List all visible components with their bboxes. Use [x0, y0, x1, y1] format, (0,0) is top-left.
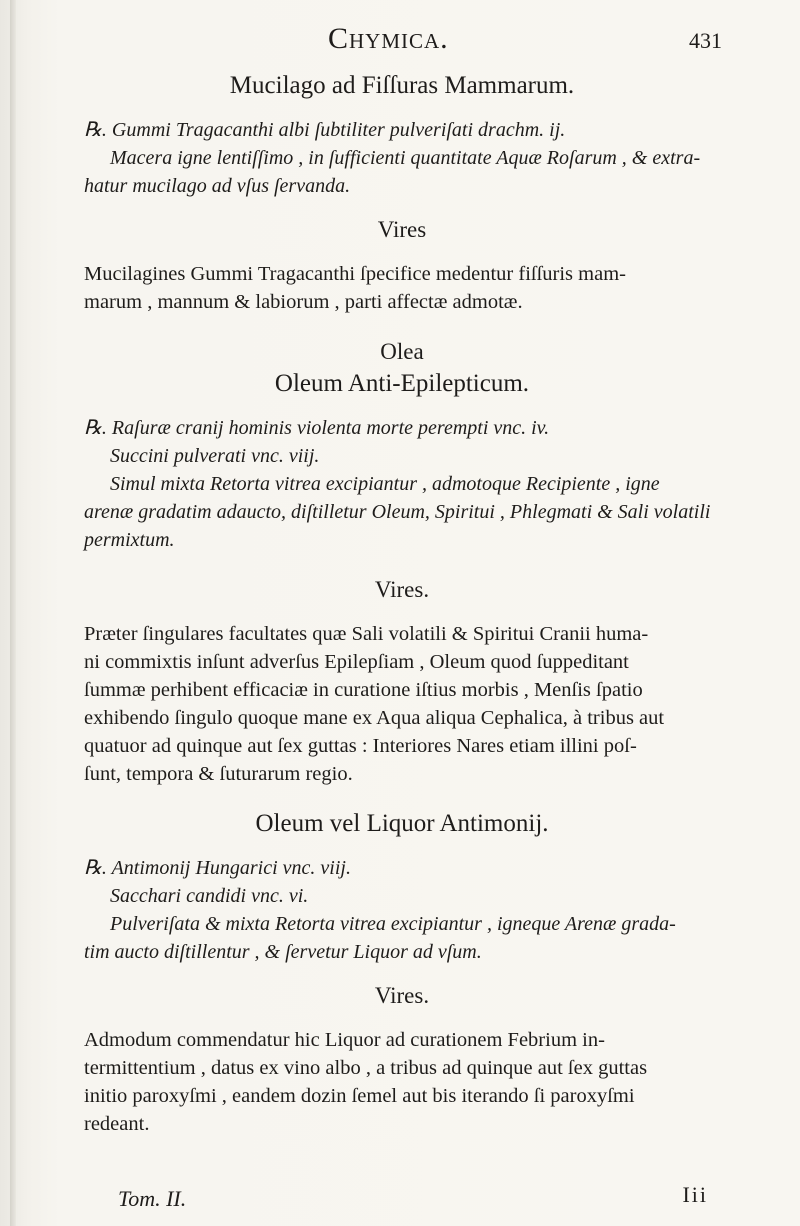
- section-heading-olea: Olea: [380, 339, 424, 364]
- text-line: redeant.: [84, 1113, 150, 1135]
- text-line: initio paroxyſmi , eandem dozin ſemel aut bis iterando ſi paroxyſmi: [84, 1085, 635, 1107]
- recipe-anti-epilepticum: [84, 414, 720, 554]
- text-block: [84, 70, 720, 1138]
- recipe-mucilago: [84, 116, 720, 200]
- volume-label: Tom. II.: [118, 1186, 187, 1211]
- vires-heading: Vires.: [374, 983, 430, 1008]
- running-head: [0, 20, 800, 60]
- heading-anti-epilepticum: Oleum Anti-Epilepticum.: [274, 370, 530, 397]
- recipe-line: Simul mixta Retorta vitrea excipiantur , admotoque Recipiente , igne: [110, 473, 660, 495]
- heading-mucilago: Mucilago ad Fiſſuras Mammarum.: [229, 72, 575, 99]
- text-line: marum , mannum & labiorum , parti affectæ admotæ.: [84, 291, 523, 313]
- page-number: 431: [689, 28, 722, 53]
- recipe-line: ℞. Antimonij Hungarici vnc. viij.: [84, 857, 351, 879]
- recipe-line: arenæ gradatim adaucto, diſtilletur Oleum, Spiritui , Phlegmati & Sali volatili: [84, 501, 711, 523]
- recipe-line: Succini pulverati vnc. viij.: [110, 445, 320, 467]
- text-line: exhibendo ſingulo quoque mane ex Aqua aliqua Cephalica, à tribus aut: [84, 707, 665, 729]
- recipe-line: Macera igne lentiſſimo , in ſufficienti quantitate Aquæ Roſarum , & extra-: [110, 147, 701, 169]
- vires-anti-epilepticum: [84, 620, 720, 788]
- recipe-line: tim aucto diſtillentur , & ſervetur Liquor ad vſum.: [84, 941, 482, 963]
- text-line: quatuor ad quinque aut ſex guttas : Interiores Nares etiam illini poſ-: [84, 735, 637, 757]
- text-line: Mucilagines Gummi Tragacanthi ſpecifice medentur fiſſuris mam-: [84, 263, 626, 285]
- text-line: ſunt, tempora & ſuturarum regio.: [84, 763, 353, 785]
- recipe-line: Sacchari candidi vnc. vi.: [110, 885, 309, 907]
- recipe-line: Pulveriſata & mixta Retorta vitrea excipiantur , igneque Arenæ grada-: [110, 913, 676, 935]
- recipe-line: permixtum.: [84, 529, 175, 551]
- vires-heading: Vires: [377, 217, 427, 242]
- recipe-line: hatur mucilago ad vſus ſervanda.: [84, 175, 351, 197]
- text-line: termittentium , datus ex vino albo , a tribus ad quinque aut ſex guttas: [84, 1057, 648, 1079]
- text-line: ni commixtis inſunt adverſus Epilepſiam , Oleum quod ſuppeditant: [84, 651, 629, 673]
- vires-antimonii: [84, 1026, 720, 1138]
- text-line: Præter ſingulares facultates quæ Sali volatili & Spiritui Cranii huma-: [84, 623, 649, 645]
- signature-mark: Iii: [682, 1182, 708, 1207]
- recipe-line: ℞. Gummi Tragacanthi albi ſubtiliter pulveriſati drachm. ij.: [84, 119, 566, 141]
- text-line: Admodum commendatur hic Liquor ad curationem Febrium in-: [84, 1029, 605, 1051]
- recipe-antimonii: [84, 854, 720, 966]
- heading-antimonii: Oleum vel Liquor Antimonij.: [255, 810, 549, 837]
- running-title: Chymica.: [328, 22, 449, 55]
- recipe-line: ℞. Raſuræ cranij hominis violenta morte perempti vnc. iv.: [84, 417, 550, 439]
- vires-mucilago: [84, 260, 720, 316]
- vires-heading: Vires.: [374, 577, 430, 602]
- text-line: ſummæ perhibent efficaciæ in curatione iſtius morbis , Menſis ſpatio: [84, 679, 643, 701]
